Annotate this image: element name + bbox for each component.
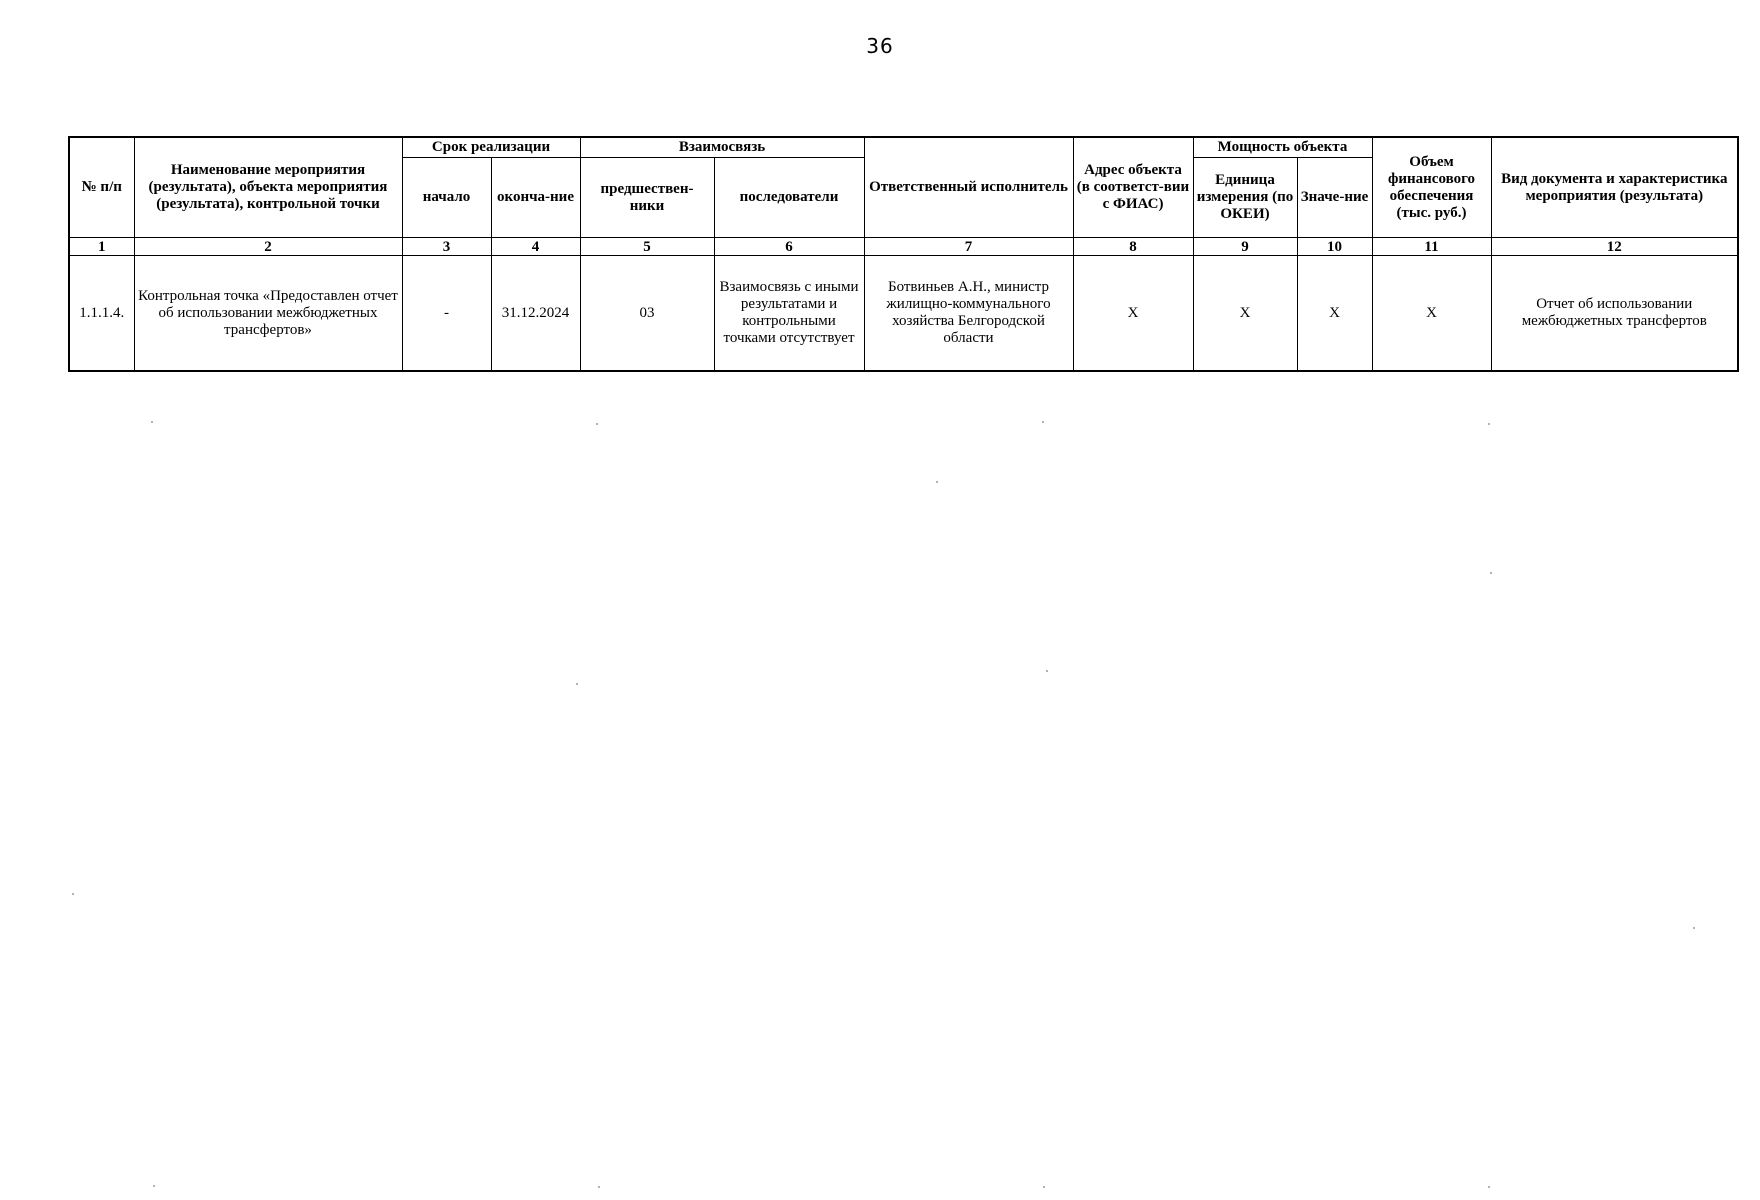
header-row-top bbox=[69, 137, 1738, 158]
column-number: 6 bbox=[714, 238, 864, 256]
column-number: 1 bbox=[69, 238, 134, 256]
scan-speck bbox=[1043, 1186, 1045, 1188]
cell-predecessors: 03 bbox=[580, 256, 714, 372]
header-term-start: начало bbox=[402, 158, 491, 238]
cell-doc: Отчет об использовании межбюджетных трансфертов bbox=[1491, 256, 1738, 372]
column-number: 7 bbox=[864, 238, 1073, 256]
column-number: 9 bbox=[1193, 238, 1297, 256]
cell-value: X bbox=[1297, 256, 1372, 372]
header-value: Значе-ние bbox=[1297, 158, 1372, 238]
scan-speck bbox=[1488, 423, 1490, 425]
column-number: 5 bbox=[580, 238, 714, 256]
cell-responsible: Ботвиньев А.Н., министр жилищно-коммунального хозяйства Белгородской области bbox=[864, 256, 1073, 372]
cell-name: Контрольная точка «Предоставлен отчет об использовании межбюджетных трансфертов» bbox=[134, 256, 402, 372]
header-doc: Вид документа и характеристика мероприятия (результата) bbox=[1491, 137, 1738, 238]
cell-funding: X bbox=[1372, 256, 1491, 372]
scan-speck bbox=[1693, 927, 1695, 929]
header-name: Наименование мероприятия (результата), объекта мероприятия (результата), контрольной точки bbox=[134, 137, 402, 238]
header-term-group: Срок реализации bbox=[402, 137, 580, 158]
column-number: 3 bbox=[402, 238, 491, 256]
scan-speck bbox=[151, 421, 153, 423]
header-successors: последователи bbox=[714, 158, 864, 238]
column-number: 8 bbox=[1073, 238, 1193, 256]
cell-num: 1.1.1.4. bbox=[69, 256, 134, 372]
cell-end: 31.12.2024 bbox=[491, 256, 580, 372]
column-number: 2 bbox=[134, 238, 402, 256]
column-number: 11 bbox=[1372, 238, 1491, 256]
scan-speck bbox=[1490, 572, 1492, 574]
header-capacity-group: Мощность объекта bbox=[1193, 137, 1372, 158]
scan-speck bbox=[72, 893, 74, 895]
header-responsible: Ответственный исполнитель bbox=[864, 137, 1073, 238]
scan-speck bbox=[936, 481, 938, 483]
cell-successors: Взаимосвязь с иными результатами и контрольными точками отсутствует bbox=[714, 256, 864, 372]
scan-speck bbox=[1046, 670, 1048, 672]
column-numbers-row bbox=[69, 238, 1738, 256]
page-number: 36 bbox=[866, 34, 894, 58]
scan-speck bbox=[1042, 421, 1044, 423]
header-term-end: оконча-ние bbox=[491, 158, 580, 238]
header-link-group: Взаимосвязь bbox=[580, 137, 864, 158]
table-row bbox=[69, 256, 1738, 372]
cell-start: - bbox=[402, 256, 491, 372]
header-predecessors: предшествен-ники bbox=[580, 158, 714, 238]
column-number: 10 bbox=[1297, 238, 1372, 256]
column-number: 4 bbox=[491, 238, 580, 256]
scan-speck bbox=[596, 423, 598, 425]
scan-speck bbox=[1488, 1186, 1490, 1188]
scan-speck bbox=[598, 1186, 600, 1188]
header-num: № п/п bbox=[69, 137, 134, 238]
scan-speck bbox=[576, 683, 578, 685]
header-unit: Единица измерения (по ОКЕИ) bbox=[1193, 158, 1297, 238]
activity-plan-table bbox=[68, 136, 1739, 372]
scan-speck bbox=[153, 1185, 155, 1187]
cell-address: X bbox=[1073, 256, 1193, 372]
header-funding: Объем финансового обеспечения (тыс. руб.) bbox=[1372, 137, 1491, 238]
column-number: 12 bbox=[1491, 238, 1738, 256]
header-address: Адрес объекта (в соответст-вии с ФИАС) bbox=[1073, 137, 1193, 238]
cell-unit: X bbox=[1193, 256, 1297, 372]
